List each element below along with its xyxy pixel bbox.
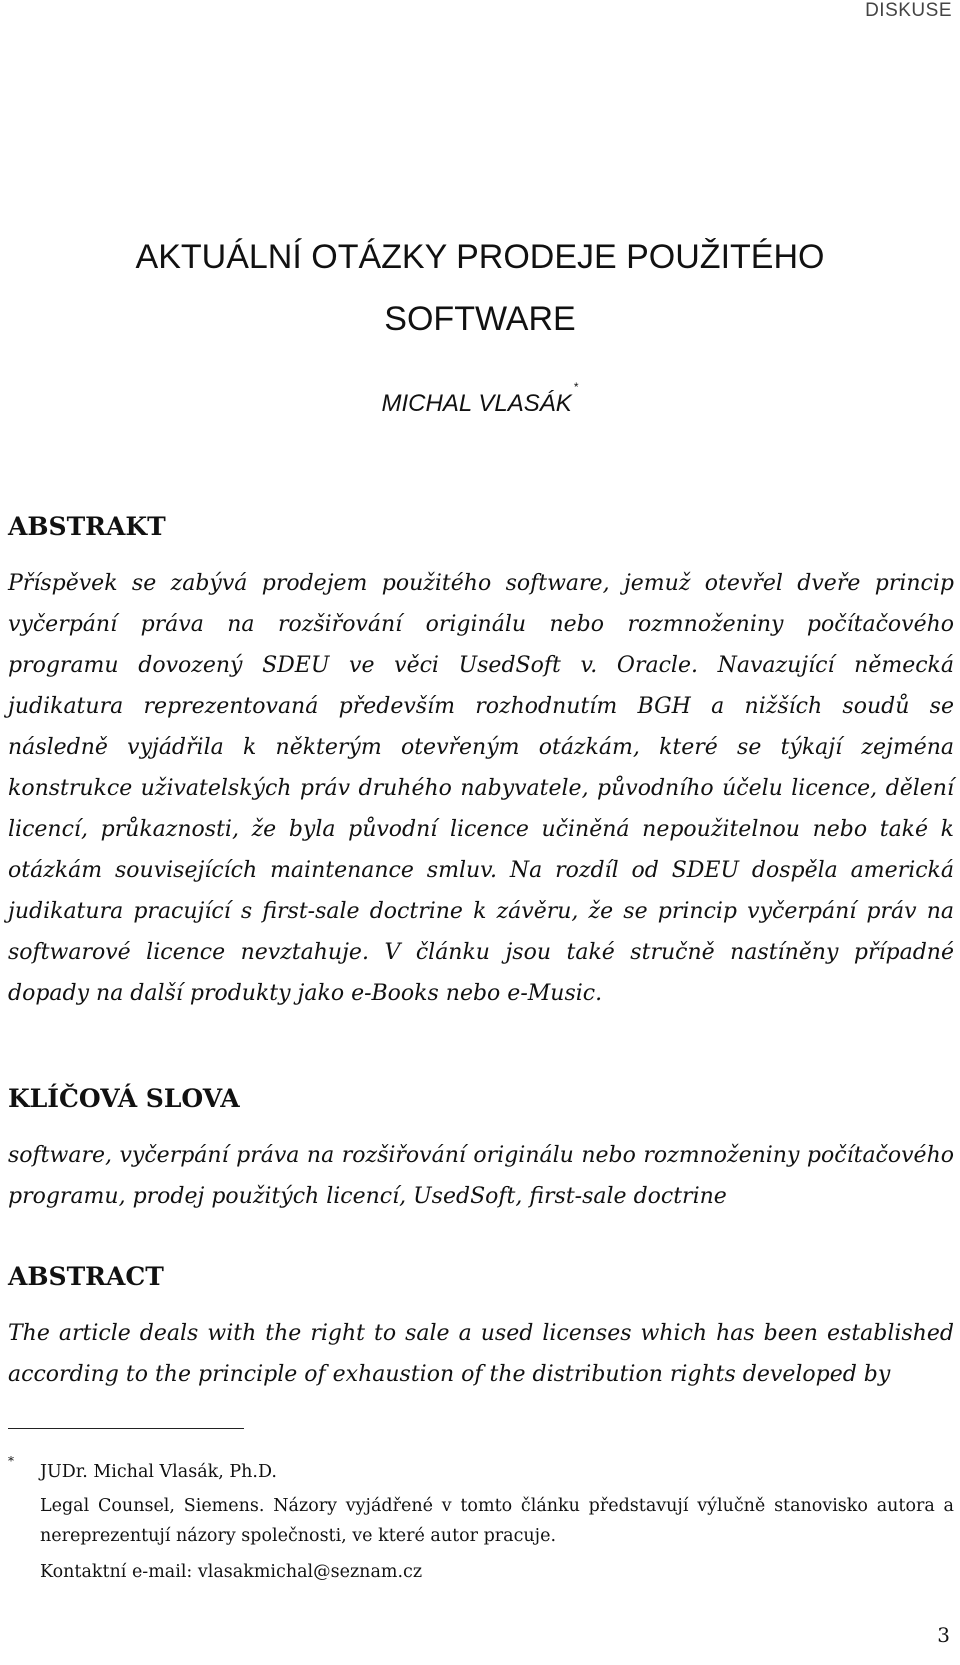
footnote-author-name: JUDr. Michal Vlasák, Ph.D.	[40, 1462, 277, 1482]
footnote-contact-email[interactable]: Kontaktní e-mail: vlasakmichal@seznam.cz	[40, 1562, 423, 1582]
abstrakt-text: Příspěvek se zabývá prodejem použitého software, jemuž otevřel dveře princip vyčerpání práva na rozšiřování originálu nebo rozmnoženiny počítačového programu dovozený SDEU ve věci UsedSoft v. Oracle. Navazující německá judikatura reprezentovaná především rozhodnutím BGH a nižších soudů se následně vyjádřila k některým otevřeným otázkám, které se týkají zejména konstrukce uživatelských práv druhého nabyvatele, původního účelu licence, dělení licencí, průkaznosti, že byla původní licence učiněná nepoužitelnou nebo také k otázkám souvisejících maintenance smluv. Na rozdíl od SDEU dospěla americká judikatura pracující s first-sale doctrine k závěru, že se princip vyčerpání práv na softwarové licence nevztahuje. V článku jsou také stručně nastíněny případné dopady na další produkty jako e-Books nebo e-Music.	[8, 571, 954, 1006]
footnote-mark: *	[8, 1454, 14, 1468]
article-title-line-1: AKTUÁLNÍ OTÁZKY PRODEJE POUŽITÉHO	[135, 238, 825, 276]
author-footnote-mark[interactable]: *	[573, 380, 579, 394]
keywords-text: software, vyčerpání práva na rozšiřování originálu nebo rozmnoženiny počítačového programu, prodej použitých licencí, UsedSoft, first-sale doctrine	[8, 1143, 954, 1209]
author-line	[0, 380, 960, 418]
abstract-text: The article deals with the right to sale a used licenses which has been established according to the principle of exhaustion of the distribution rights developed by	[8, 1321, 954, 1387]
article-title	[0, 226, 960, 350]
abstract-heading: ABSTRACT	[8, 1262, 164, 1291]
article-title-line-2: SOFTWARE	[384, 300, 576, 338]
footnote-author-position: Legal Counsel, Siemens. Názory vyjádřené v tomto článku představují výlučně stanovisko autora a nereprezentují názory společnosti, ve které autor pracuje.	[40, 1496, 954, 1546]
keywords-heading: KLÍČOVÁ SLOVA	[8, 1084, 240, 1113]
footnote-divider	[8, 1428, 244, 1429]
author-name: MICHAL VLASÁK	[381, 390, 572, 417]
page-number: 3	[937, 1623, 950, 1647]
abstrakt-heading: ABSTRAKT	[8, 512, 166, 541]
section-label: DISKUSE	[865, 0, 952, 21]
